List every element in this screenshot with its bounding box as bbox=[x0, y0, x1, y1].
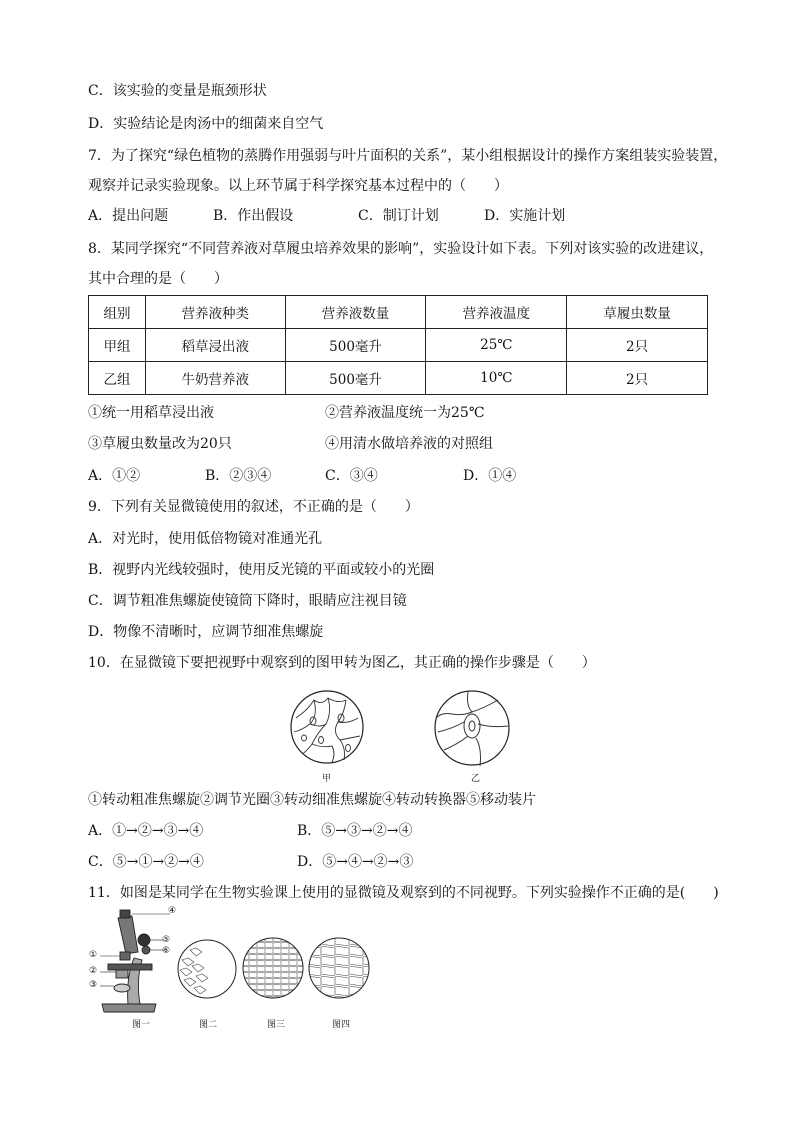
q6-option-d: D．实验结论是肉汤中的细菌来自空气 bbox=[88, 116, 324, 132]
q11-microscope-figure bbox=[88, 908, 178, 1014]
q7-option-b: B．作出假设 bbox=[213, 208, 294, 224]
table-cell: 10℃ bbox=[426, 362, 567, 395]
q10-figure-jia bbox=[288, 688, 366, 768]
q8-experiment-table bbox=[88, 295, 708, 395]
q7-option-d: D．实施计划 bbox=[484, 208, 566, 224]
q11-label-6: ⑥ bbox=[162, 946, 171, 956]
table-cell: 500毫升 bbox=[285, 329, 426, 362]
table-header-cell: 营养液种类 bbox=[145, 296, 285, 329]
q10-option-a: A．①→②→③→④ bbox=[88, 823, 204, 839]
q11-caption-4: 图四 bbox=[332, 1020, 351, 1030]
q11-caption-2: 图二 bbox=[199, 1020, 218, 1030]
q10-option-d: D．⑤→④→②→③ bbox=[297, 854, 414, 870]
q11-figure-4 bbox=[307, 936, 371, 1000]
q8-option-b: B．②③④ bbox=[205, 468, 272, 484]
q9-option-c: C．调节粗准焦螺旋使镜筒下降时，眼睛应注视目镜 bbox=[88, 593, 407, 609]
q8-stem-line2: 其中合理的是（ ） bbox=[88, 271, 228, 287]
q10-stem: 10．在显微镜下要把视野中观察到的图甲转为图乙，其正确的操作步骤是（ ） bbox=[88, 655, 596, 671]
table-row bbox=[89, 362, 708, 395]
q11-caption-3: 图三 bbox=[267, 1020, 286, 1030]
q11-label-3: ③ bbox=[89, 980, 98, 990]
q10-option-c: C．⑤→①→②→④ bbox=[88, 854, 204, 870]
q11-figure-3 bbox=[241, 936, 305, 1000]
q8-stem-line1: 8．某同学探究“不同营养液对草履虫培养效果的影响”，实验设计如下表。下列对该实验的改进建议， bbox=[88, 241, 714, 257]
table-header-cell: 草履虫数量 bbox=[567, 296, 708, 329]
q8-option-c: C．③④ bbox=[325, 468, 378, 484]
q11-label-1: ① bbox=[89, 950, 98, 960]
q11-figure-2 bbox=[176, 938, 238, 1000]
q10-caption-yi: 乙 bbox=[471, 774, 481, 784]
table-cell: 乙组 bbox=[89, 362, 146, 395]
table-row bbox=[89, 329, 708, 362]
table-header-cell: 营养液数量 bbox=[285, 296, 426, 329]
table-cell: 500毫升 bbox=[285, 362, 426, 395]
q11-label-5: ⑤ bbox=[162, 935, 171, 945]
q7-option-a: A．提出问题 bbox=[88, 208, 169, 224]
q8-suggestion-3: ③草履虫数量改为20只 bbox=[88, 436, 232, 452]
q9-option-a: A．对光时，使用低倍物镜对准通光孔 bbox=[88, 531, 323, 547]
q7-stem-line1: 7．为了探究“绿色植物的蒸腾作用强弱与叶片面积的关系”，某小组根据设计的操作方案组装实验装置， bbox=[88, 148, 728, 164]
q8-suggestion-4: ④用清水做培养液的对照组 bbox=[325, 436, 493, 452]
q11-label-4: ④ bbox=[168, 906, 177, 916]
q9-option-b: B．视野内光线较强时，使用反光镜的平面或较小的光圈 bbox=[88, 562, 435, 578]
table-header-cell: 营养液温度 bbox=[426, 296, 567, 329]
q7-option-c: C．制订计划 bbox=[358, 208, 439, 224]
table-cell: 牛奶营养液 bbox=[145, 362, 285, 395]
table-cell: 2只 bbox=[567, 362, 708, 395]
q9-option-d: D．物像不清晰时，应调节细准焦螺旋 bbox=[88, 624, 324, 640]
q10-option-b: B．⑤→③→②→④ bbox=[297, 823, 413, 839]
q11-label-2: ② bbox=[89, 966, 98, 976]
q10-figure-yi bbox=[432, 688, 512, 770]
q11-stem: 11．如图是某同学在生物实验课上使用的显微镜及观察到的不同视野。下列实验操作不正确的是( ) bbox=[88, 885, 719, 901]
table-cell: 甲组 bbox=[89, 329, 146, 362]
q9-stem: 9．下列有关显微镜使用的叙述，不正确的是（ ） bbox=[88, 499, 419, 515]
table-cell: 25℃ bbox=[426, 329, 567, 362]
q8-suggestion-1: ①统一用稻草浸出液 bbox=[88, 405, 214, 421]
q11-caption-1: 图一 bbox=[132, 1020, 151, 1030]
q8-suggestion-2: ②营养液温度统一为25℃ bbox=[325, 405, 485, 421]
q8-option-a: A．①② bbox=[88, 468, 141, 484]
table-cell: 2只 bbox=[567, 329, 708, 362]
q6-option-c: C．该实验的变量是瓶颈形状 bbox=[88, 83, 267, 99]
q7-stem-line2: 观察并记录实验现象。以上环节属于科学探究基本过程中的（ ） bbox=[88, 178, 508, 194]
table-header-cell: 组别 bbox=[89, 296, 146, 329]
q10-steps: ①转动粗准焦螺旋②调节光圈③转动细准焦螺旋④转动转换器⑤移动装片 bbox=[88, 792, 536, 808]
q8-option-d: D．①④ bbox=[463, 468, 517, 484]
table-header-row bbox=[89, 296, 708, 329]
q10-caption-jia: 甲 bbox=[322, 774, 332, 784]
table-cell: 稻草浸出液 bbox=[145, 329, 285, 362]
